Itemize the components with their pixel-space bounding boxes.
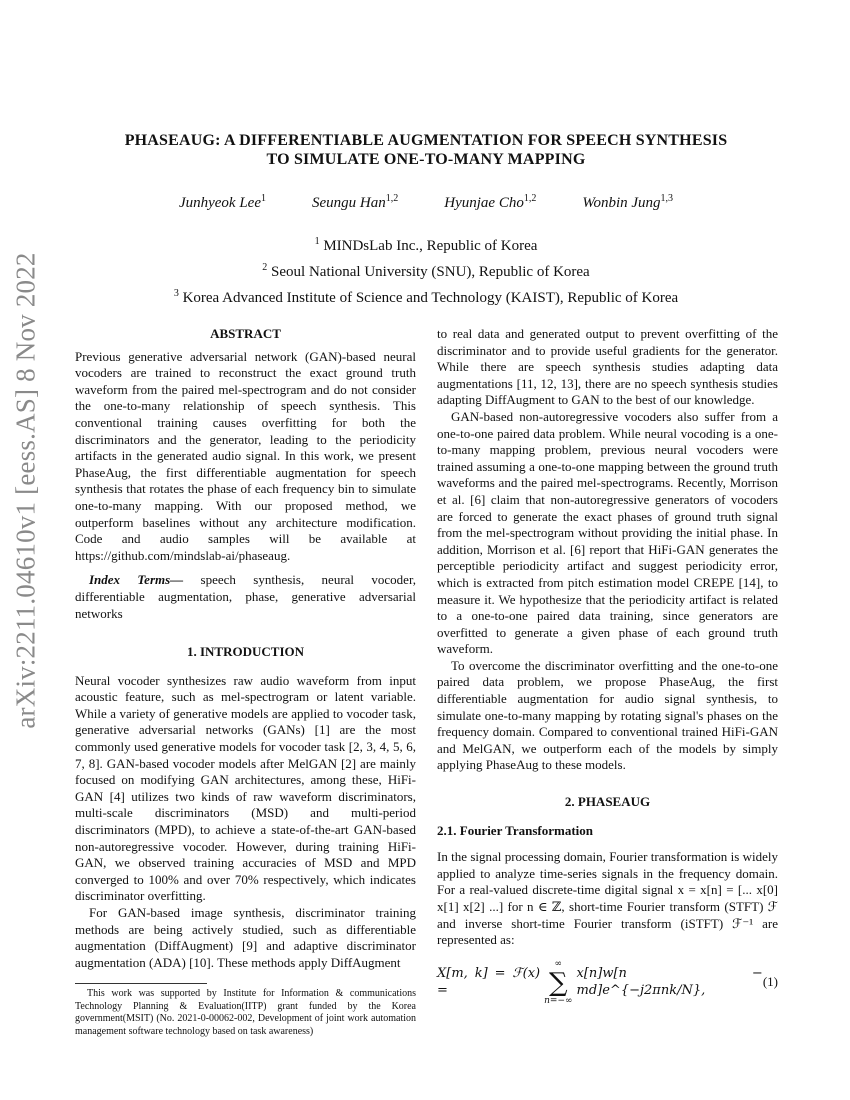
abstract-heading: ABSTRACT xyxy=(210,326,281,341)
summation-symbol: ∑ xyxy=(549,967,568,998)
arxiv-identifier-text: arXiv:2211.04610v1 [eess.AS] 8 Nov 2022 xyxy=(10,251,41,729)
paper-title xyxy=(60,131,792,169)
index-terms-text: speech synthesis, neural vocoder, differentiable augmentation, phase, generative adversarial networks xyxy=(75,572,417,621)
abstract-text: Previous generative adversarial network (GAN)-based neural vocoders are trained to reconstruct the exact ground truth waveform from the paired mel-spectrogram and do not consider the one-to-many relationship of speech synthesis. This conventional training causes overfitting for both the discriminators and the generator, leading to the periodicity artifacts in the generated audio signal. In this work, we present PhaseAug, the first differentiable augmentation for speech synthesis that rotates the phase of each frequency bin to simulate one-to-many mapping. With our proposed method, we outperform baselines without any architecture modification. Code and audio samples will be available at https://github.com/mindslab-ai/phaseaug. xyxy=(75,348,416,563)
footnote-text: This work was supported by Institute for Information & communications Technology Planning & Evaluation(IITP) grant funded by the Korea government(MSIT) (No. 2021-0-00062-002, Development of joint work automation management software technology based on task awareness) xyxy=(75,988,416,1037)
right-paragraph-3: To overcome the discriminator overfitting and the one-to-one paired data problem, we propose PhaseAug, the first differentiable augmentation for audio signal synthesis, to simulate one-to-many mapping by rotating signal's phases on the frequency domain. Compared to conventional trained HiFi-GAN and MelGAN, we outperform each of the models by simply applying PhaseAug to these models. xyxy=(437,657,778,773)
phaseaug-heading: 2. PHASEAUG xyxy=(564,794,651,810)
index-terms-label: Index Terms— xyxy=(89,572,184,588)
affiliation-list xyxy=(60,231,792,309)
right-paragraph-2: GAN-based non-autoregressive vocoders also suffer from a one-to-one paired data problem. While neural vocoding is a one-to-many mapping problem, previous neural vocoders were trained assuming a one-to-one mapping between the ground truth waveforms and the paired mel-spectrograms. Recently, Morrison et al. [6] claim that non-autoregressive generators of vocoders are forced to generate the exact phases of ground truth signal from the mel-spectrogram without providing the initial phase. In addition, Morrison et al. [6] report that HiFi-GAN generates the perceptible periodicity artifact and suggest periodicity error, which is extracted from pitch estimation model CREPE [14], to measure it. We hypothesize that the periodicity artifact is related to a one-to-one paired data training, since generators are overfitted to generate a given phase of each ground truth waveform. xyxy=(437,408,778,657)
summation-lower: n=−∞ xyxy=(544,995,573,1006)
summation xyxy=(544,959,572,1007)
equation-rhs: x[n]w[n − md]e^{−j2πnk/N}, xyxy=(576,966,763,998)
affiliation: $^1$ MINDsLab Inc., Republic of Korea xyxy=(314,236,538,254)
equation-body xyxy=(437,959,763,1007)
intro-paragraph-1: Neural vocoder synthesizes raw audio waveform from input acoustic feature, such as mel-spectrogram or latent variable. While a variety of generative models are applied to vocoder task, generative adversarial networks (GANs) [1] are the most commonly used generative models for vocoder task [2, 3, 4, 5, 6, 7, 8]. GAN-based vocoder models after MelGAN [2] are mainly focused on modifying GAN architectures, among these, HiFi-GAN [4] utilizes two kinds of raw waveform discriminators, multi-scale discriminators (MSD) and multi-period discriminators (MPD), to achieve a state-of-the-art GAN-based non-autoregressive vocoder. However, during training HiFi-GAN, we observed training accuracies of MSD and MPD converged to 100% and over 70% respectively, which indicates discriminator overfitting. xyxy=(75,672,416,904)
fourier-heading: 2.1. Fourier Transformation xyxy=(437,822,593,838)
author-list xyxy=(60,193,792,212)
introduction-heading: 1. INTRODUCTION xyxy=(186,644,304,660)
equation-lhs: X[m, k] = ℱ(x) = xyxy=(437,966,541,998)
affiliation: $^2$ Seoul National University (SNU), Republic of Korea xyxy=(262,262,590,280)
author: Junhyeok Lee$^1$ xyxy=(178,193,266,211)
index-terms xyxy=(75,572,416,622)
right-paragraph-1: to real data and generated output to prevent overfitting of the discriminator and to provide useful gradients for the generator. While there are speech synthesis studies adapting data augmentations [11, 12, 13], there are no speech synthesis studies adapting DiffAugment to GAN to the best of our knowledge. xyxy=(437,326,778,408)
arxiv-identifier xyxy=(4,251,48,729)
author: Seungu Han$^{1,2}$ xyxy=(312,193,399,211)
equation-1 xyxy=(437,959,778,1007)
equation-number: (1) xyxy=(762,974,778,990)
summation-upper: ∞ xyxy=(554,958,563,969)
author: Hyunjae Cho$^{1,2}$ xyxy=(444,193,537,211)
affiliation: $^3$ Korea Advanced Institute of Science and Technology (KAIST), Republic of Korea xyxy=(173,288,679,306)
title-line-1: PHASEAUG: A DIFFERENTIABLE AUGMENTATION FOR SPEECH SYNTHESIS xyxy=(124,132,728,149)
left-column xyxy=(75,326,416,1038)
intro-paragraph-2: For GAN-based image synthesis, discriminator training methods are being actively studied, such as differentiable augmentation (DiffAugment) [9] and adaptive discriminator augmentation (ADA) [10]. These methods apply DiffAugment xyxy=(75,905,416,970)
title-line-2: TO SIMULATE ONE-TO-MANY MAPPING xyxy=(266,151,586,168)
right-column xyxy=(437,326,778,1007)
footnote-divider xyxy=(75,983,207,984)
footnote-block xyxy=(75,983,416,1038)
author: Wonbin Jung$^{1,3}$ xyxy=(582,193,674,211)
fourier-paragraph-1: In the signal processing domain, Fourier transformation is widely applied to analyze time-series signals in the frequency domain. For a real-valued discrete-time digital signal x = x[n] = [... x[0] x[1] x[2] ...] for n ∈ ℤ, short-time Fourier transform (STFT) ℱ and inverse short-time Fourier transform (iSTFT) ℱ⁻¹ are represented as: xyxy=(437,849,778,948)
